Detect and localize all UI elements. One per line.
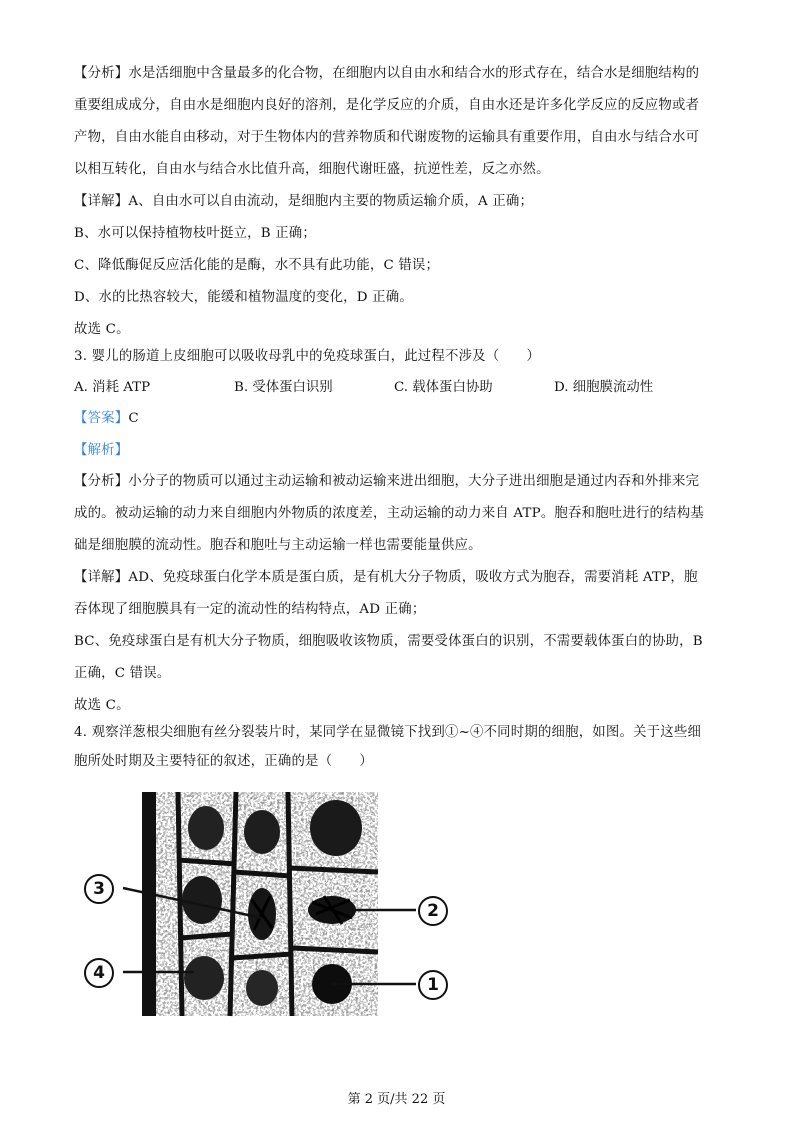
conclusion2-line: 故选 C。 — [74, 698, 130, 713]
detail-line-c: C、降低酶促反应活化能的是酶，水不具有此功能，C 错误； — [74, 258, 440, 273]
answer-value: C — [128, 411, 139, 426]
callout-3: 3 — [84, 874, 114, 904]
analysis2-line-2: 成的。被动运输的动力来自细胞内外物质的浓度差，主动运输的动力来自 ATP。胞吞和胞吐进行的结构基 — [74, 506, 704, 521]
callout-4: 4 — [84, 958, 114, 988]
analysis-line-4: 以相互转化，自由水与结合水比值升高，细胞代谢旺盛，抗逆性差，反之亦然。 — [74, 162, 550, 177]
analysis-line-1: 【分析】水是活细胞中含量最多的化合物，在细胞内以自由水和结合水的形式存在，结合水是细胞结构的 — [74, 66, 700, 81]
analysis2-line-3: 础是细胞膜的流动性。胞吞和胞吐与主动运输一样也需要能量供应。 — [74, 538, 482, 553]
detail-line-d: D、水的比热容较大，能缓和植物温度的变化，D 正确。 — [74, 290, 413, 305]
analysis-line-2: 重要组成成分，自由水是细胞内良好的溶剂，是化学反应的介质，自由水还是许多化学反应的反应物或者 — [74, 98, 700, 113]
detail2-line-2: 吞体现了细胞膜具有一定的流动性的结构特点，AD 正确； — [74, 602, 426, 617]
q3-option-b: B. 受体蛋白识别 — [234, 380, 333, 395]
analysis-line-3: 产物，自由水能自由移动，对于生物体内的营养物质和代谢废物的运输具有重要作用，自由水与结合水可 — [74, 130, 700, 145]
question-4-stem-2: 胞所处时期及主要特征的叙述，正确的是（ ） — [74, 754, 373, 769]
answer-label: 【答案】 — [74, 411, 129, 426]
q3-option-d: D. 细胞膜流动性 — [554, 380, 654, 395]
question-3-stem: 3. 婴儿的肠道上皮细胞可以吸收母乳中的免疫球蛋白，此过程不涉及（ ） — [74, 349, 541, 364]
callout-2: 2 — [418, 896, 448, 926]
q3-option-c: C. 载体蛋白协助 — [394, 380, 493, 395]
micrograph-figure — [80, 788, 460, 1020]
onion-root-tip-micrograph — [80, 788, 460, 1020]
question-4-stem-1: 4. 观察洋葱根尖细胞有丝分裂装片时，某同学在显微镜下找到①~④不同时期的细胞，如图。关于这些细 — [74, 725, 702, 740]
detail2-line-1: 【详解】AD、免疫球蛋白化学本质是蛋白质，是有机大分子物质，吸收方式为胞吞，需要消耗 ATP，胞 — [74, 570, 698, 585]
conclusion-line: 故选 C。 — [74, 322, 130, 337]
detail-line-a: 【详解】A、自由水可以自由流动，是细胞内主要的物质运输介质，A 正确； — [74, 194, 534, 209]
callout-1: 1 — [418, 970, 448, 1000]
q3-option-a: A. 消耗 ATP — [74, 380, 151, 395]
analysis2-line-1: 【分析】小分子的物质可以通过主动运输和被动运输来进出细胞，大分子进出细胞是通过内吞和外排来完 — [74, 474, 700, 489]
analysis-label: 【解析】 — [74, 443, 129, 458]
detail2-line-3: BC、免疫球蛋白是有机大分子物质，细胞吸收该物质，需要受体蛋白的识别，不需要载体蛋白的协助，B — [74, 634, 703, 649]
detail-line-b: B、水可以保持植物枝叶挺立，B 正确； — [74, 226, 316, 241]
detail2-line-4: 正确，C 错误。 — [74, 666, 171, 681]
answer-line — [74, 409, 734, 429]
page-footer: 第 2 页/共 22 页 — [347, 1092, 446, 1107]
